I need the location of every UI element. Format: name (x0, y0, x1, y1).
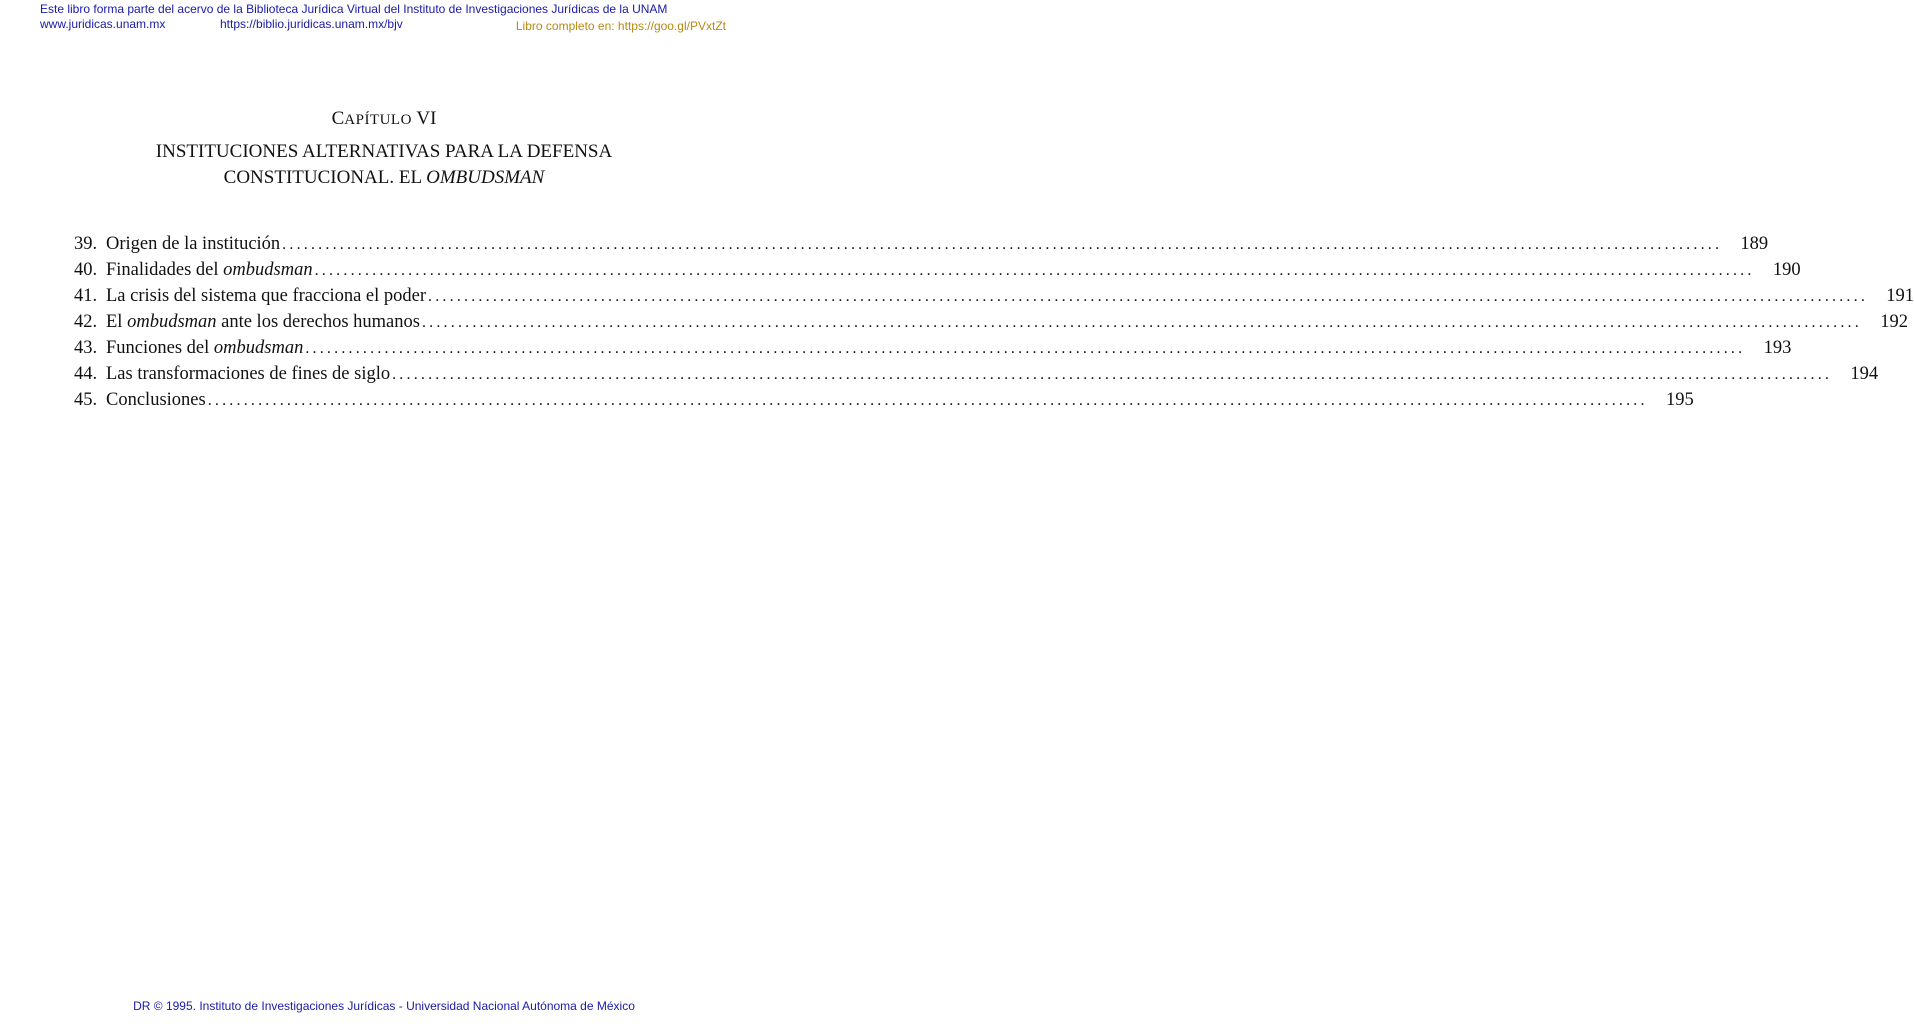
toc-title-italic: ombudsman (127, 312, 217, 332)
toc-title (106, 335, 303, 361)
toc-title-start: El (106, 312, 128, 332)
toc-number: 43. (74, 338, 98, 358)
toc-title-start: Origen de la institución (106, 234, 281, 254)
toc-row[interactable] (74, 231, 1769, 257)
toc-number: 45. (74, 390, 98, 410)
toc-title (106, 309, 420, 335)
toc-leader: ........................................................................................................................................................................................................ (207, 392, 1648, 409)
toc-title-start: Las transformaciones de fines de siglo (106, 364, 391, 384)
toc-row[interactable] (74, 361, 1879, 387)
toc-title (106, 257, 313, 283)
toc-row[interactable] (74, 387, 1694, 413)
chapter-title-line2 (0, 165, 768, 191)
toc-title (106, 283, 426, 309)
site-link[interactable]: www.juridicas.unam.mx (40, 17, 166, 31)
toc-title (106, 387, 206, 413)
toc-row[interactable] (74, 335, 1792, 361)
toc-leader: ........................................................................................................................................................................................................ (314, 262, 1755, 279)
toc-number: 39. (74, 234, 98, 254)
biblio-link[interactable]: https://biblio.juridicas.unam.mx/bjv (220, 17, 403, 31)
chapter-prefix-rest: APÍTULO (344, 112, 412, 128)
chapter-title (0, 139, 768, 191)
toc-row[interactable] (74, 283, 1914, 309)
toc-number: 40. (74, 260, 98, 280)
chapter-numeral: VI (416, 108, 437, 129)
toc-leader: ........................................................................................................................................................................................................ (282, 236, 1723, 253)
toc-page: 194 (1850, 364, 1879, 384)
toc-number: 42. (74, 312, 98, 332)
toc-title-start: La crisis del sistema que fracciona el poder (106, 286, 427, 306)
toc-page: 193 (1763, 338, 1792, 358)
toc-title-start: Funciones del (106, 338, 214, 358)
toc-title-start: Conclusiones (106, 390, 206, 410)
toc-page: 190 (1772, 260, 1801, 280)
toc-leader: ........................................................................................................................................................................................................ (392, 366, 1833, 383)
toc-title-end: ante los derechos humanos (216, 312, 420, 332)
table-of-contents (74, 231, 1914, 413)
toc-page: 192 (1880, 312, 1908, 332)
toc-number: 41. (74, 286, 98, 306)
toc-title-start: Finalidades del (106, 260, 224, 280)
toc-number: 44. (74, 364, 98, 384)
toc-title-italic: ombudsman (213, 338, 304, 358)
toc-leader: ........................................................................................................................................................................................................ (305, 340, 1746, 357)
toc-page: 191 (1886, 286, 1914, 306)
header-notice: Este libro forma parte del acervo de la Biblioteca Jurídica Virtual del Instituto de Investigaciones Jurídicas de la UNAM (40, 2, 668, 16)
toc-page: 189 (1740, 234, 1769, 254)
toc-title (106, 231, 280, 257)
chapter-title-line1: INSTITUCIONES ALTERNATIVAS PARA LA DEFENSA (155, 141, 613, 162)
chapter-heading (0, 108, 768, 130)
toc-row[interactable] (74, 309, 1908, 335)
toc-title-italic: ombudsman (223, 260, 313, 280)
chapter-title-line2-plain: CONSTITUCIONAL. EL (223, 167, 427, 188)
chapter-prefix-cap: C (331, 108, 345, 129)
full-book-link[interactable]: Libro completo en: https://goo.gl/PVxtZt (515, 19, 726, 33)
toc-leader: ........................................................................................................................................................................................................ (428, 288, 1869, 305)
chapter-title-line2-italic: OMBUDSMAN (426, 167, 545, 188)
toc-page: 195 (1665, 390, 1694, 410)
toc-leader: ........................................................................................................................................................................................................ (421, 314, 1862, 331)
toc-row[interactable] (74, 257, 1801, 283)
footer-copyright: DR © 1995. Instituto de Investigaciones Jurídicas - Universidad Nacional Autónoma de México (133, 999, 635, 1013)
toc-title (106, 361, 390, 387)
